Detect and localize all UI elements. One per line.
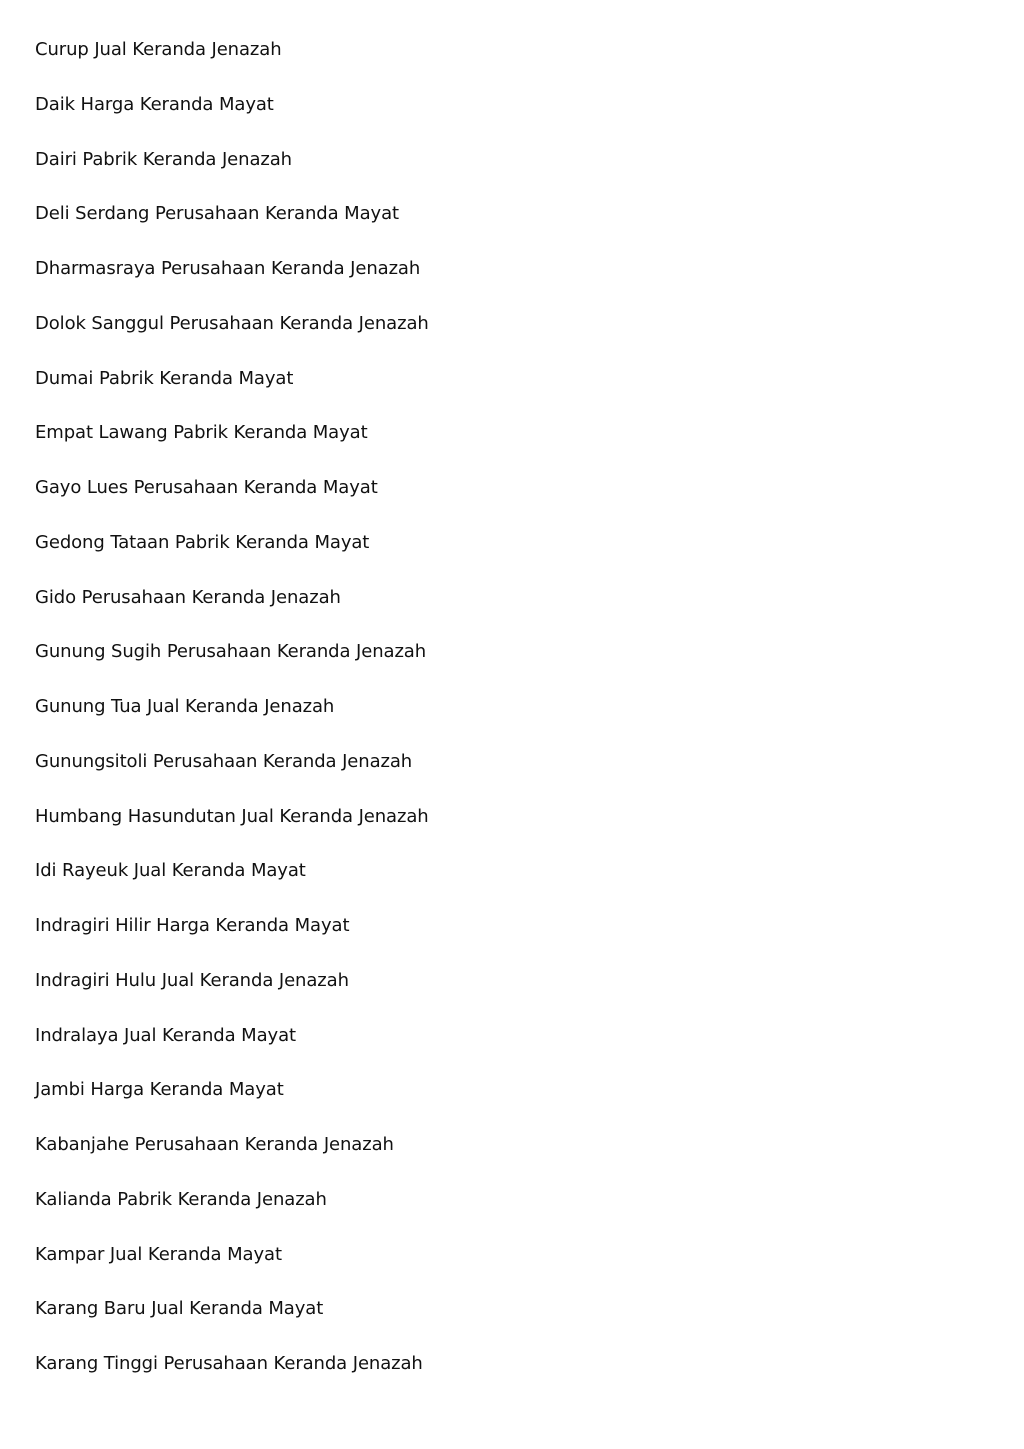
list-item: Dolok Sanggul Perusahaan Keranda Jenazah (35, 312, 429, 334)
list-item: Deli Serdang Perusahaan Keranda Mayat (35, 203, 399, 225)
list-item: Curup Jual Keranda Jenazah (35, 39, 282, 60)
list-item: Kabanjahe Perusahaan Keranda Jenazah (35, 1134, 394, 1155)
list-item: Indragiri Hilir Harga Keranda Mayat (35, 915, 350, 936)
list-item: Gayo Lues Perusahaan Keranda Mayat (35, 477, 378, 498)
list-item: Gunungsitoli Perusahaan Keranda Jenazah (35, 750, 413, 772)
list-item: Empat Lawang Pabrik Keranda Mayat (35, 422, 368, 444)
list-item: Gedong Tataan Pabrik Keranda Mayat (35, 531, 370, 553)
list-item: Gunung Tua Jual Keranda Jenazah (35, 696, 335, 717)
list-item: Humbang Hasundutan Jual Keranda Jenazah (35, 805, 429, 827)
list-item: Dharmasraya Perusahaan Keranda Jenazah (35, 258, 421, 279)
list-item: Dairi Pabrik Keranda Jenazah (35, 148, 292, 170)
list-item: Karang Baru Jual Keranda Mayat (35, 1298, 324, 1320)
list-item: Gunung Sugih Perusahaan Keranda Jenazah (35, 641, 427, 663)
list-item: Dumai Pabrik Keranda Mayat (35, 367, 294, 389)
list-item: Jambi Harga Keranda Mayat (35, 1079, 284, 1101)
entry-list (35, 37, 429, 1406)
list-item: Indralaya Jual Keranda Mayat (35, 1024, 296, 1046)
list-item: Kampar Jual Keranda Mayat (35, 1243, 282, 1265)
list-item: Idi Rayeuk Jual Keranda Mayat (35, 860, 306, 882)
list-item: Kalianda Pabrik Keranda Jenazah (35, 1188, 327, 1210)
list-item: Daik Harga Keranda Mayat (35, 93, 274, 115)
list-item: Gido Perusahaan Keranda Jenazah (35, 586, 341, 608)
list-item: Karang Tinggi Perusahaan Keranda Jenazah (35, 1353, 423, 1374)
list-item: Indragiri Hulu Jual Keranda Jenazah (35, 969, 349, 991)
